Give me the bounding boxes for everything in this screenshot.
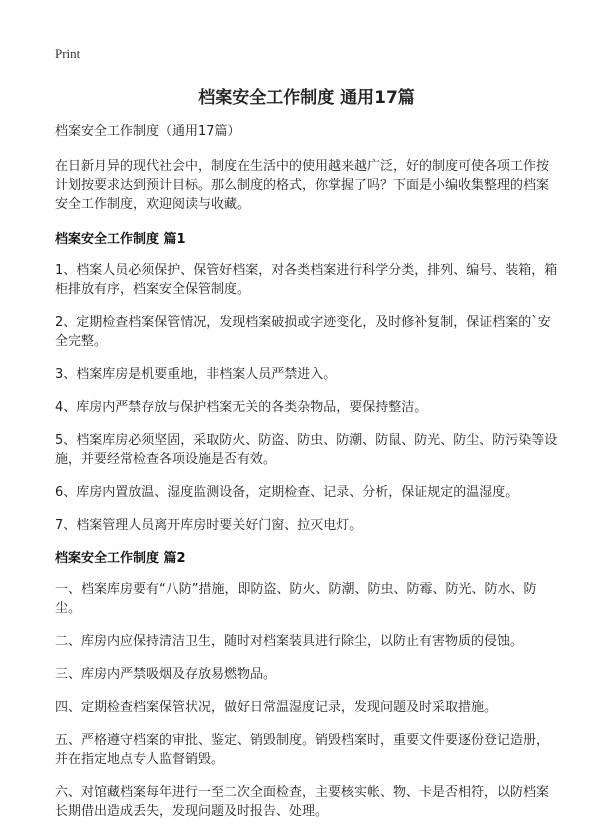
list-item: 2、定期检查档案保管情况，发现档案破损或字迹变化，及时修补复制，保证档案的`安全完整。 xyxy=(55,315,551,349)
list-item: 6、库房内置放温、湿度监测设备，定期检查、记录、分析，保证规定的温湿度。 xyxy=(55,485,519,500)
list-item: 5、档案库房必须坚固，采取防火、防盗、防虫、防潮、防鼠、防光、防尘、防污染等设施，并要经常检查各项设施是否有效。 xyxy=(55,433,558,467)
print-link[interactable]: Print xyxy=(55,46,81,61)
section-heading: 档案安全工作制度 篇2 xyxy=(55,551,186,566)
list-item: 四、定期检查档案保管状况，做好日常温湿度记录，发现问题及时采取措施。 xyxy=(55,700,498,715)
list-item: 五、严格遵守档案的审批、鉴定、销毁制度。销毁档案时，重要文件要逐份登记造册，并在指定地点专人监督销毁。 xyxy=(55,733,550,767)
list-item: 7、档案管理人员离开库房时要关好门窗、拉灭电灯。 xyxy=(55,518,363,533)
list-item: 4、库房内严禁存放与保护档案无关的各类杂物品，要保持整洁。 xyxy=(55,400,428,415)
section-heading: 档案安全工作制度 篇1 xyxy=(55,232,186,247)
list-item: 三、库房内严禁吸烟及存放易燃物品。 xyxy=(55,667,277,682)
document-title: 档案安全工作制度 通用17篇 xyxy=(198,88,415,108)
section-1 xyxy=(55,230,558,535)
intro-paragraph: 在日新月异的现代社会中，制度在生活中的使用越来越广泛，好的制度可使各项工作按计划按要求达到预计目标。那么制度的格式，你掌握了吗？下面是小编收集整理的档案安全工作制度，欢迎阅读与收藏。 xyxy=(55,159,550,212)
list-item: 六、对馆藏档案每年进行一至二次全面检查，主要核实帐、物、卡是否相符，以防档案长期借出造成丢失，发现问题及时报告、处理。 xyxy=(55,785,550,819)
list-item: 一、档案库房要有“八防”措施，即防盗、防火、防潮、防虫、防霉、防光、防水、防尘。 xyxy=(55,582,537,616)
section-2 xyxy=(55,549,558,821)
document-subtitle: 档案安全工作制度（通用17篇） xyxy=(55,124,241,139)
list-item: 3、档案库房是机要重地，非档案人员严禁进入。 xyxy=(55,367,337,382)
list-item: 二、库房内应保持清洁卫生，随时对档案装具进行除尘，以防止有害物质的侵蚀。 xyxy=(55,634,524,649)
list-item: 1、档案人员必须保护、保管好档案，对各类档案进行科学分类，排列、编号、装箱，箱柜排放有序，档案安全保管制度。 xyxy=(55,263,558,297)
